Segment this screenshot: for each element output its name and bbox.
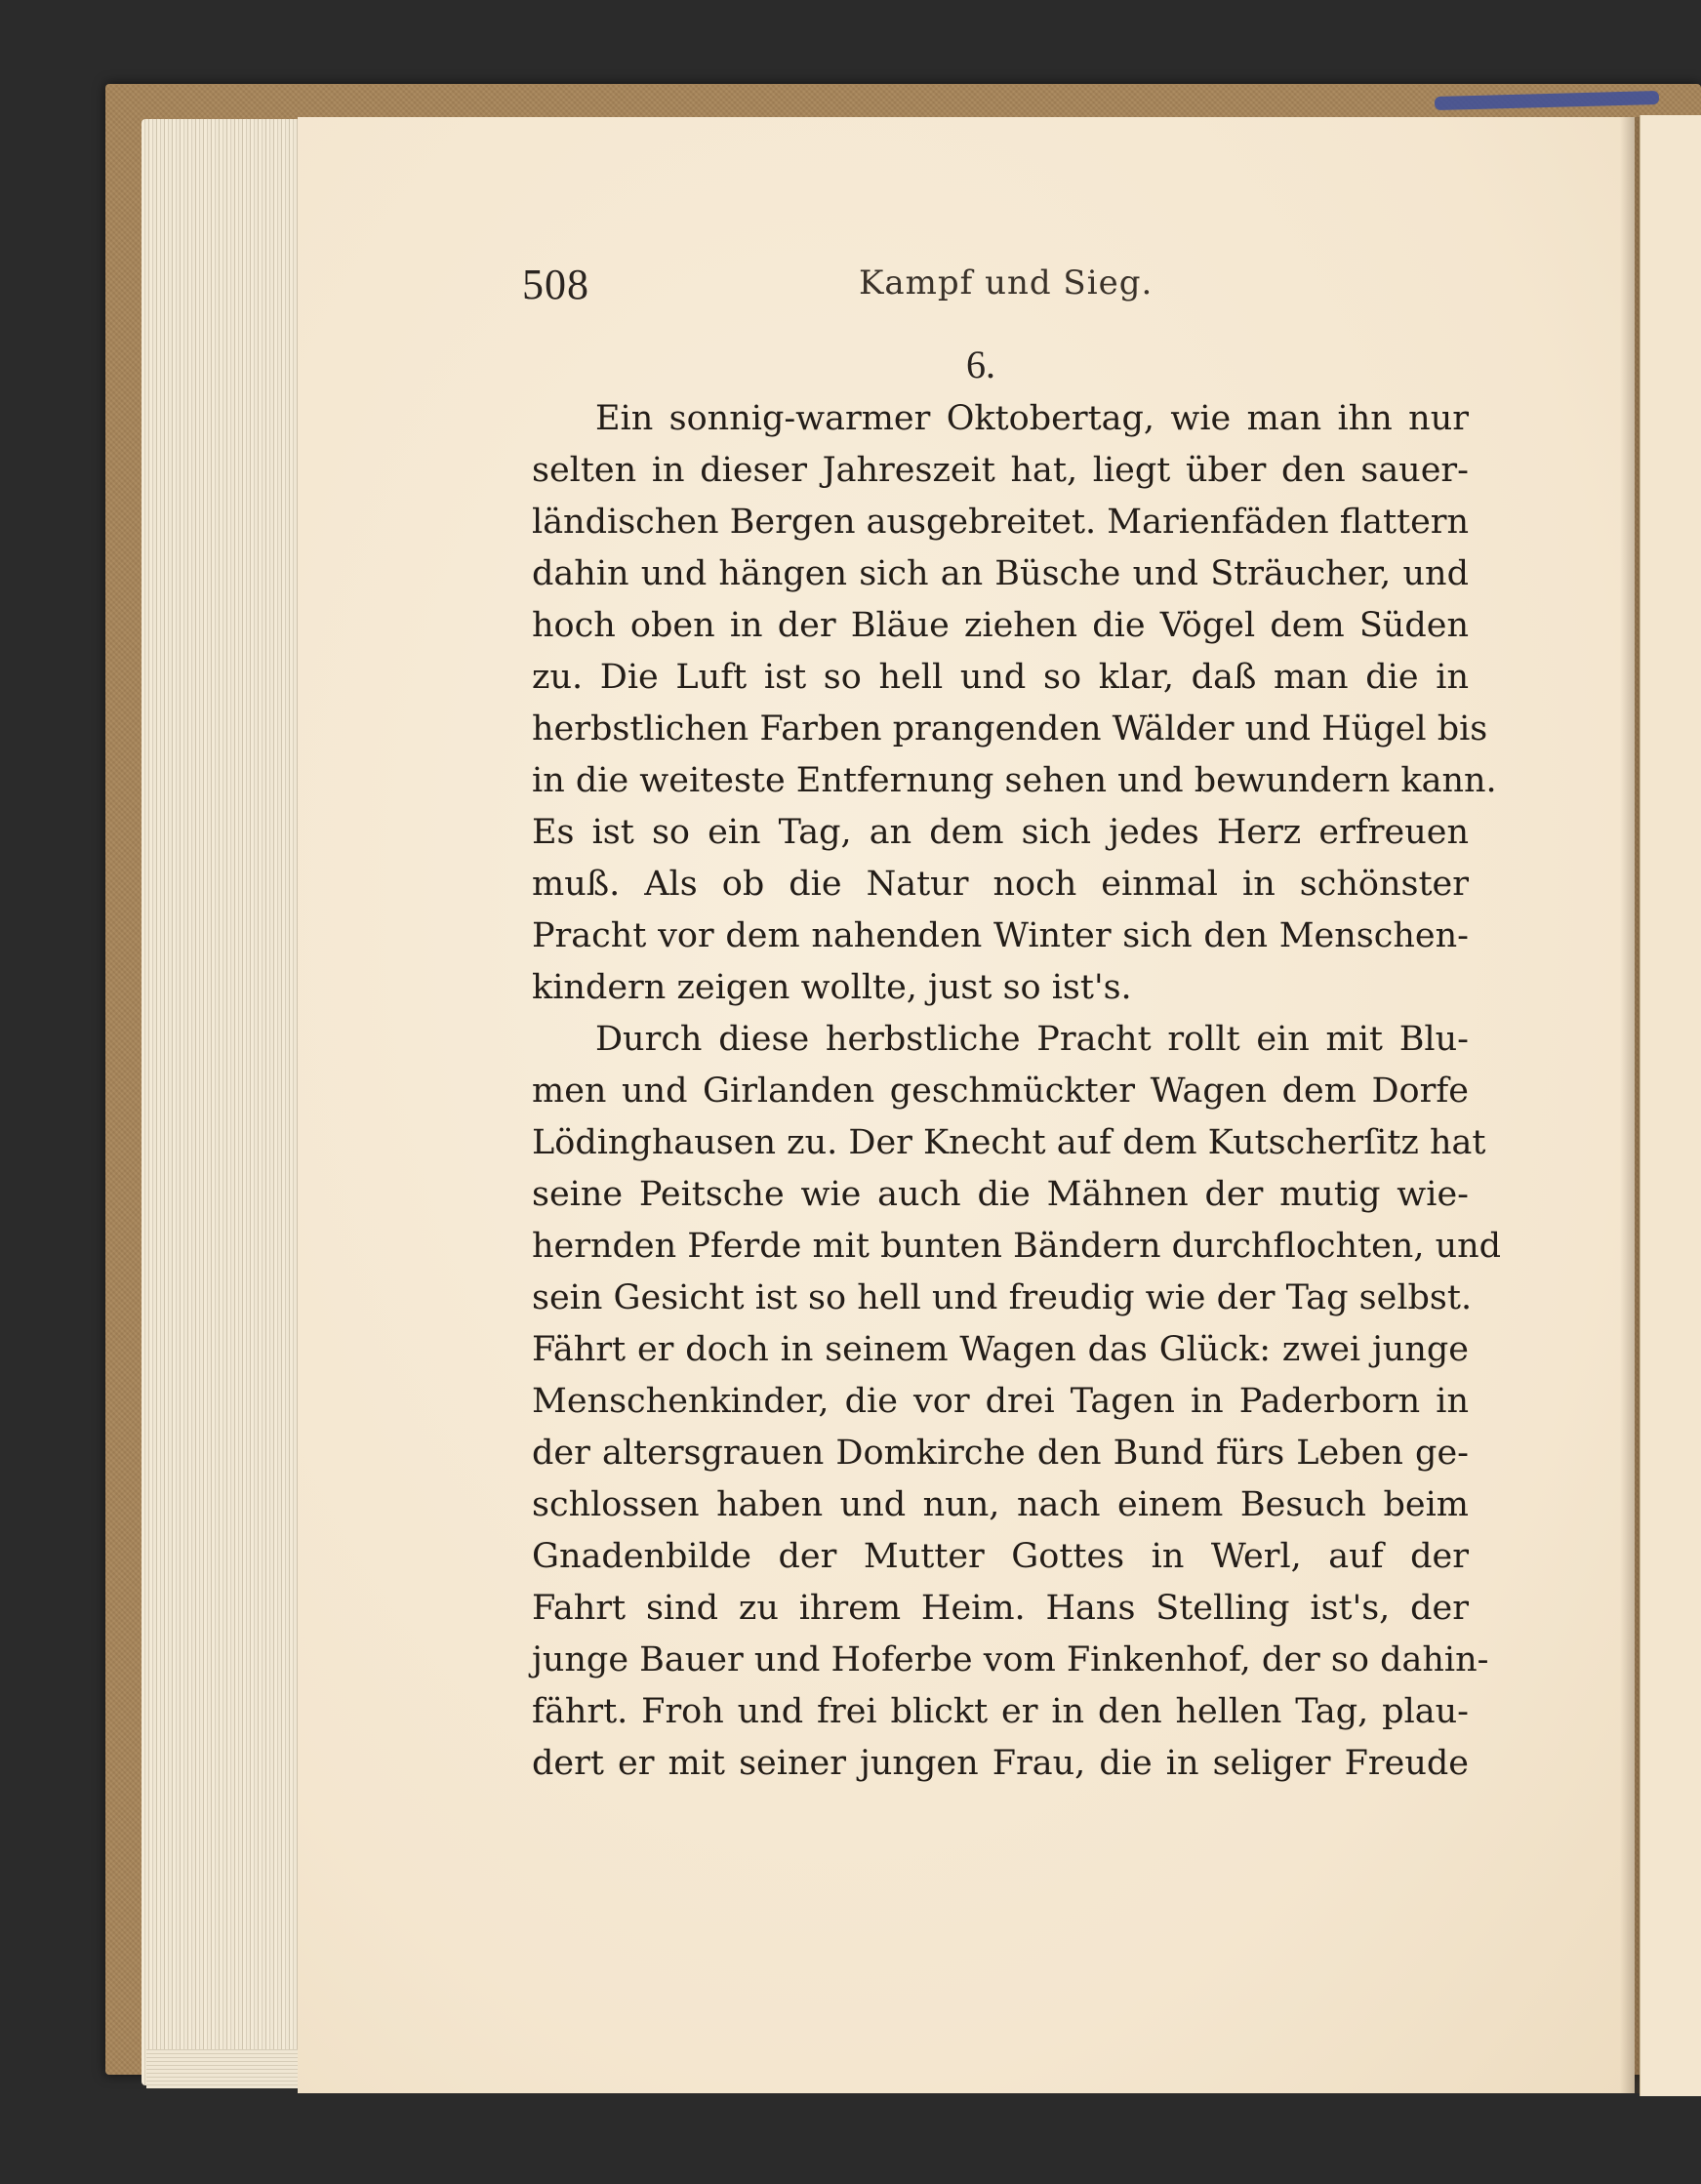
facing-page-edge [1640,115,1701,2096]
text-line: sein Gesicht ist so hell und freudig wie der Tag selbst. [532,1278,1473,1317]
section-number: 6. [966,343,995,386]
text-line: Durch diese herbstliche Pracht rollt ein mit Blu- [595,1020,1469,1059]
text-line: schlossen haben und nun, nach einem Besuch beim [532,1485,1469,1524]
text-line: Fahrt sind zu ihrem Heim. Hans Stelling ist's, der [532,1589,1469,1628]
text-line: herbstlichen Farben prangenden Wälder und Hügel bis [532,709,1488,748]
text-line: hoch oben in der Bläue ziehen die Vögel dem Süden [532,606,1469,645]
text-line: hernden Pferde mit bunten Bändern durchflochten, und [532,1227,1502,1266]
text-line: Lödinghausen zu. Der Knecht auf dem Kutscherſitz hat [532,1123,1486,1162]
page-gutter [1620,117,1640,2093]
running-head-title: Kampf und Sieg. [859,263,1154,303]
text-line: der altersgrauen Domkirche den Bund fürs Leben ge- [532,1434,1469,1473]
text-line: dahin und hängen sich an Büsche und Sträucher, und [532,554,1469,593]
text-line: in die weiteste Entfernung sehen und bewundern kann. [532,761,1497,800]
text-line: Fährt er doch in seinem Wagen das Glück: zwei junge [532,1330,1469,1369]
text-line: ländischen Bergen ausgebreitet. Marienfäden flattern [532,503,1470,542]
paragraph-2 [532,1014,1502,1790]
text-line: zu. Die Luft ist so hell und so klar, daß man die in [532,658,1469,697]
page-edges [142,119,303,2085]
text-line: muß. Als ob die Natur noch einmal in schönster [532,865,1469,904]
text-line: kindern zeigen wollte, just so ist's. [532,968,1132,1007]
text-line: dert er mit seiner jungen Frau, die in seliger Freude [532,1744,1469,1783]
text-line: Pracht vor dem nahenden Winter sich den Menschen- [532,916,1469,955]
text-line: Gnadenbilde der Mutter Gottes in Werl, auf der [532,1537,1469,1576]
text-line: Es ist so ein Tag, an dem sich jedes Herz erfreuen [532,813,1469,852]
running-head [522,260,1498,318]
text-line: junge Bauer und Hoferbe vom Finkenhof, der so dahin- [532,1640,1489,1679]
page-number: 508 [522,261,589,308]
text-line: Menschenkinder, die vor drei Tagen in Paderborn in [532,1382,1469,1421]
text-line: Ein sonnig-warmer Oktobertag, wie man ihn nur [595,399,1469,438]
text-line: selten in dieser Jahreszeit hat, liegt über den sauer- [532,451,1469,490]
paragraph-1 [532,393,1497,1014]
body-text [532,393,1502,1790]
text-line: fährt. Froh und frei blickt er in den hellen Tag, plau- [532,1692,1469,1731]
text-line: seine Peitsche wie auch die Mähnen der mutig wie- [532,1175,1469,1214]
text-line: men und Girlanden geschmückter Wagen dem Dorfe [532,1072,1469,1111]
